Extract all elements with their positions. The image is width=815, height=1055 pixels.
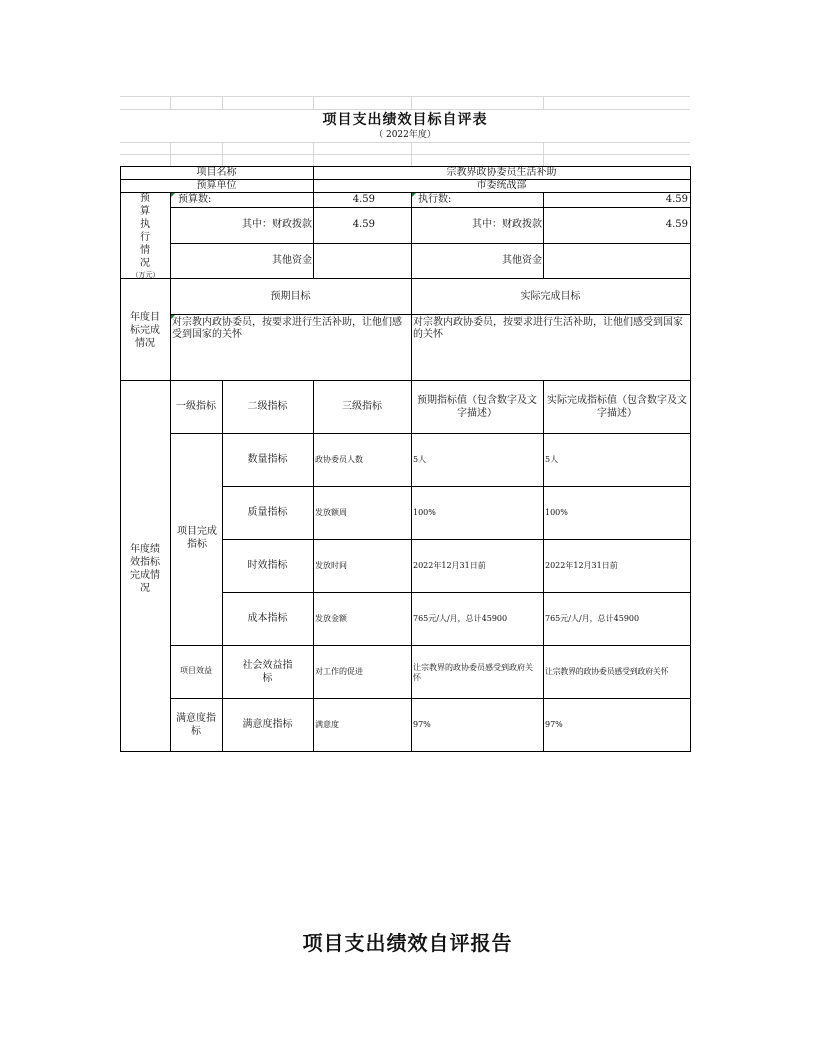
table-border	[170, 314, 691, 315]
exec-amount-label: 执行数:	[418, 194, 452, 205]
other-funds-label: 其他资金	[272, 255, 312, 266]
cell-marker	[171, 193, 175, 197]
table-border	[411, 380, 412, 751]
row-expected: 5人	[413, 455, 427, 464]
row-actual: 2022年12月31日前	[545, 561, 618, 570]
annual-section-label: 年度目标完成情况	[130, 311, 160, 349]
row-level3: 对工作的促进	[315, 667, 363, 676]
col-expected-header: 预期指标值（包含数字及文字描述）	[417, 395, 537, 419]
row-actual: 765元/人/月，总计45900	[545, 614, 640, 623]
expected-goal-text: 对宗教内政协委员，按要求进行生活补助，让他们感受到国家的关怀	[172, 317, 402, 340]
table-border	[120, 278, 691, 279]
table-border	[313, 380, 314, 751]
gridline	[120, 96, 690, 97]
gridline	[120, 154, 690, 155]
row-level2: 时效指标	[247, 560, 288, 571]
fiscal-exec-label: 其中：财政拨款	[472, 219, 542, 230]
form-title: 项目支出绩效目标自评表	[322, 112, 488, 128]
fiscal-budget-label: 其中：财政拨款	[242, 219, 312, 230]
expected-goal-label: 预期目标	[270, 291, 311, 302]
actual-goal-label: 实际完成目标	[520, 291, 581, 302]
group-satisfaction: 满意度指标	[176, 713, 216, 737]
col-level2-header: 二级指标	[247, 401, 288, 412]
group-project-benefit: 项目效益	[180, 666, 212, 675]
gridline	[170, 96, 171, 109]
gridline	[120, 109, 690, 110]
actual-goal-text: 对宗教内政协委员，按要求进行生活补助，让他们感受到国家的关怀	[413, 317, 683, 340]
row-level3: 发放时间	[315, 561, 347, 570]
gridline	[313, 142, 314, 166]
row-level3: 满意度	[315, 720, 339, 729]
budget-section-label	[121, 193, 170, 278]
row-level3: 发放金额	[315, 614, 347, 623]
table-border	[170, 645, 691, 646]
row-actual: 让宗教界的政协委员感受到政府关怀	[545, 667, 669, 676]
gridline	[120, 142, 690, 143]
table-border	[170, 243, 691, 244]
table-border	[170, 207, 691, 208]
perf-section-label: 年度绩效指标完成情况	[130, 544, 160, 594]
budget-section-title: 预算执行情况	[140, 192, 151, 269]
fiscal-exec-value: 4.59	[665, 219, 688, 230]
gridline	[222, 96, 223, 109]
row-level2: 满意度指标	[242, 719, 293, 730]
fiscal-budget-value: 4.59	[352, 219, 375, 230]
table-border	[690, 166, 691, 752]
budget-amount-value: 4.59	[352, 194, 375, 205]
table-border	[543, 380, 544, 751]
row-level3: 政协委员人数	[315, 455, 363, 464]
col-actual-header: 实际完成指标值（包含数字及文字描述）	[547, 395, 687, 419]
budget-amount-label: 预算数:	[178, 194, 212, 205]
exec-amount-value: 4.59	[665, 194, 688, 205]
gridline	[170, 142, 171, 166]
col-level3-header: 三级指标	[342, 401, 382, 412]
row-expected: 765元/人/月，总计45900	[413, 614, 508, 623]
row-level2: 成本指标	[247, 613, 288, 624]
row-expected: 2022年12月31日前	[413, 561, 486, 570]
row-expected: 让宗教界的政协委员感受到政府关怀	[413, 663, 533, 682]
gridline	[543, 96, 544, 109]
budget-unit-label: 预算单位	[196, 180, 237, 191]
row-level3: 发放额周	[315, 508, 347, 517]
group-project-completion: 项目完成指标	[177, 526, 217, 550]
cell-marker	[412, 193, 416, 197]
gridline	[543, 142, 544, 166]
other-funds-exec-label: 其他资金	[502, 255, 542, 266]
row-actual: 97%	[545, 720, 563, 729]
row-expected: 97%	[413, 720, 431, 729]
gridline	[411, 96, 412, 109]
gridline	[411, 142, 412, 166]
project-name-label: 项目名称	[196, 167, 237, 178]
col-level1-header: 一级指标	[176, 401, 216, 412]
report-title: 项目支出绩效自评报告	[302, 931, 513, 955]
budget-unit-value: 市委统战部	[476, 180, 527, 191]
gridline	[222, 142, 223, 166]
table-border	[120, 751, 691, 752]
row-level2: 数量指标	[247, 454, 288, 465]
project-name-value: 宗教界政协委员生活补助	[446, 167, 557, 178]
row-level2: 质量指标	[247, 507, 288, 518]
row-actual: 100%	[545, 508, 568, 517]
row-level2: 社会效益指标	[242, 660, 293, 684]
form-year: （ 2022年度）	[374, 130, 436, 140]
table-border	[120, 192, 691, 193]
gridline	[313, 96, 314, 109]
budget-section-unit: （万元）	[131, 270, 160, 279]
row-actual: 5人	[545, 455, 559, 464]
row-expected: 100%	[413, 508, 436, 517]
